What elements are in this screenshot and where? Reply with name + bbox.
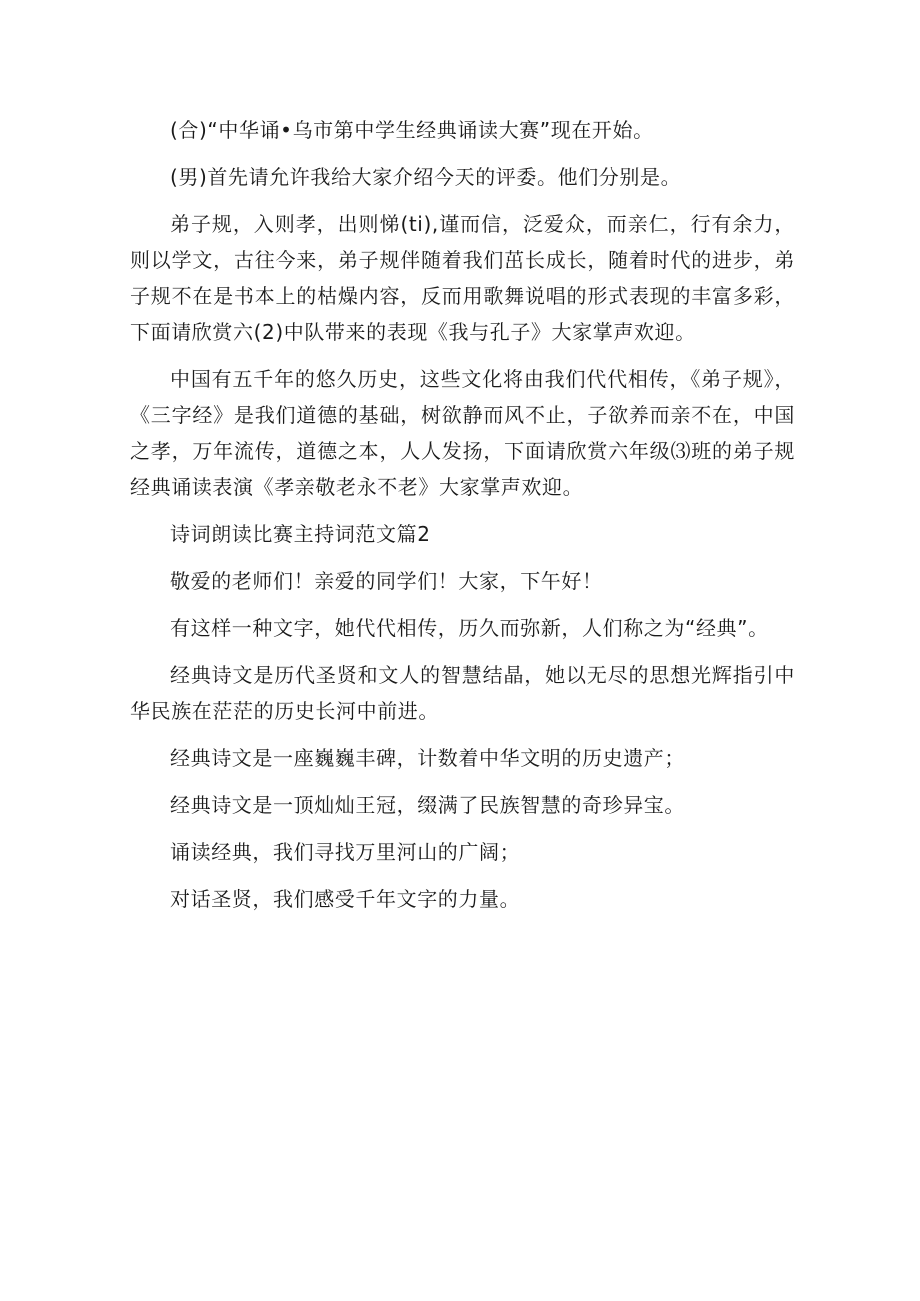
document-body xyxy=(130,112,795,928)
paragraph-greeting: 敬爱的老师们！亲爱的同学们！大家，下午好！ xyxy=(170,569,603,593)
paragraph-chinese-history: 中国有五千年的悠久历史，这些文化将由我们代代相传，《弟子规》，《三字经》是我们道德的基础，树欲静而风不止，子欲养而亲不在，中国之孝，万年流传，道德之本，人人发扬，下面请欣赏六年级⑶班的弟子规经典诵读表演《孝亲敬老永不老》大家掌声欢迎。 xyxy=(130,367,795,499)
paragraph-classics-definition: 有这样一种文字，她代代相传，历久而弥新，人们称之为“经典”。 xyxy=(170,616,769,640)
paragraph-judges-introduction: (男)首先请允许我给大家介绍今天的评委。他们分别是。 xyxy=(170,165,682,189)
paragraph-dizigui-intro: 弟子规，入则孝，出则悌(ti),谨而信，泛爱众，而亲仁，行有余力，则以学文，古往今来，弟子规伴随着我们茁长成长，随着时代的进步，弟子规不在是书本上的枯燥内容，反而用歌舞说唱的形式表现的丰富多彩，下面请欣赏六(2)中队带来的表现《我与孔子》大家掌声欢迎。 xyxy=(130,212,795,344)
paragraph-classics-wisdom: 经典诗文是历代圣贤和文人的智慧结晶，她以无尽的思想光辉指引中华民族在茫茫的历史长河中前进。 xyxy=(130,663,795,723)
section-heading: 诗词朗读比赛主持词范文篇2 xyxy=(170,522,431,546)
paragraph-recite-classics: 诵读经典，我们寻找万里河山的广阔； xyxy=(170,840,521,864)
paragraph-classics-crown: 经典诗文是一顶灿灿王冠，缀满了民族智慧的奇珍异宝。 xyxy=(170,793,685,817)
paragraph-opening-announcement: (合)“中华诵•乌市第中学生经典诵读大赛”现在开始。 xyxy=(170,118,654,142)
paragraph-classics-monument: 经典诗文是一座巍巍丰碑，计数着中华文明的历史遗产； xyxy=(170,746,685,770)
paragraph-dialogue-sages: 对话圣贤，我们感受千年文字的力量。 xyxy=(170,887,521,911)
